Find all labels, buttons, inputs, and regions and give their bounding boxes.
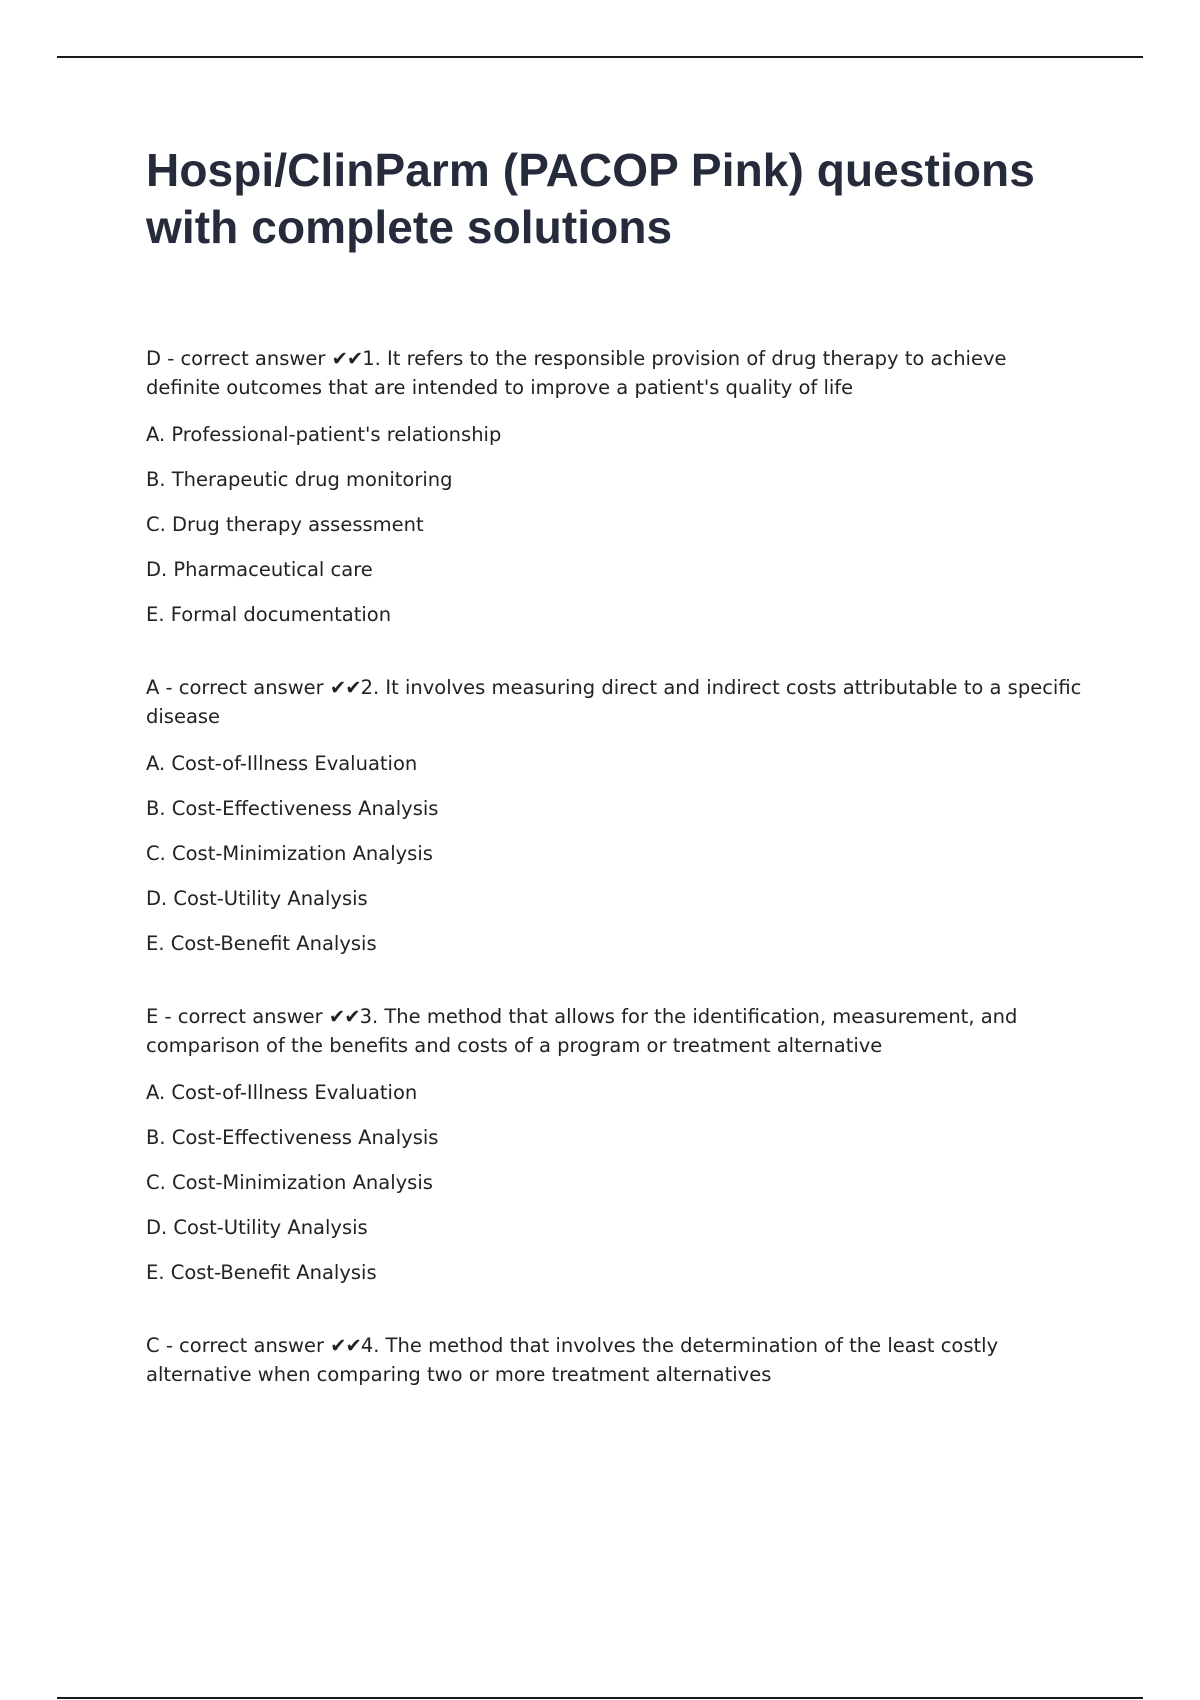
question-3 xyxy=(146,1002,1086,1287)
option-c: C. Cost-Minimization Analysis xyxy=(146,1171,433,1194)
question-stem: 4. The method that involves the determination of the least costly alternative when comparing two or more treatment alternatives xyxy=(146,1334,999,1386)
double-check-icon: ✔✔ xyxy=(329,676,361,699)
bottom-rule xyxy=(57,1697,1143,1699)
question-text xyxy=(146,673,1086,731)
document-title: Hospi/ClinParm (PACOP Pink) questions with complete solutions xyxy=(146,144,1035,253)
option-e: E. Formal documentation xyxy=(146,603,392,626)
option-a: A. Professional-patient's relationship xyxy=(146,423,502,446)
question-text xyxy=(146,1331,1086,1389)
double-check-icon: ✔✔ xyxy=(330,1334,361,1357)
option-a: A. Cost-of-Illness Evaluation xyxy=(146,752,418,775)
option-d: D. Cost-Utility Analysis xyxy=(146,887,368,910)
option-b: B. Cost-Effectiveness Analysis xyxy=(146,1126,439,1149)
question-4 xyxy=(146,1331,1086,1389)
question-stem: 2. It involves measuring direct and indirect costs attributable to a specific disease xyxy=(146,676,1082,728)
question-text xyxy=(146,1002,1086,1060)
question-2 xyxy=(146,673,1086,958)
option-c: C. Drug therapy assessment xyxy=(146,513,424,536)
question-stem: 1. It refers to the responsible provision of drug therapy to achieve definite outcomes that are intended to improve a patient's quality of life xyxy=(146,347,1007,399)
top-rule xyxy=(57,56,1143,58)
answer-prefix: A - correct answer xyxy=(146,676,330,699)
double-check-icon: ✔✔ xyxy=(328,1005,360,1028)
question-list xyxy=(146,344,1086,1389)
answer-prefix: E - correct answer xyxy=(146,1005,329,1028)
option-e: E. Cost-Benefit Analysis xyxy=(146,932,377,955)
option-e: E. Cost-Benefit Analysis xyxy=(146,1261,377,1284)
question-1 xyxy=(146,344,1086,629)
question-text xyxy=(146,344,1086,402)
document-body xyxy=(146,142,1086,1433)
answer-prefix: C - correct answer xyxy=(146,1334,331,1357)
option-d: D. Pharmaceutical care xyxy=(146,558,373,581)
option-c: C. Cost-Minimization Analysis xyxy=(146,842,433,865)
question-stem: 3. The method that allows for the identification, measurement, and comparison of the benefits and costs of a program or treatment alternative xyxy=(146,1005,1018,1057)
option-a: A. Cost-of-Illness Evaluation xyxy=(146,1081,418,1104)
option-list xyxy=(146,420,1086,629)
answer-prefix: D - correct answer xyxy=(146,347,332,370)
option-list xyxy=(146,1078,1086,1287)
option-d: D. Cost-Utility Analysis xyxy=(146,1216,368,1239)
double-check-icon: ✔✔ xyxy=(331,347,363,370)
option-b: B. Cost-Effectiveness Analysis xyxy=(146,797,439,820)
option-b: B. Therapeutic drug monitoring xyxy=(146,468,453,491)
option-list xyxy=(146,749,1086,958)
